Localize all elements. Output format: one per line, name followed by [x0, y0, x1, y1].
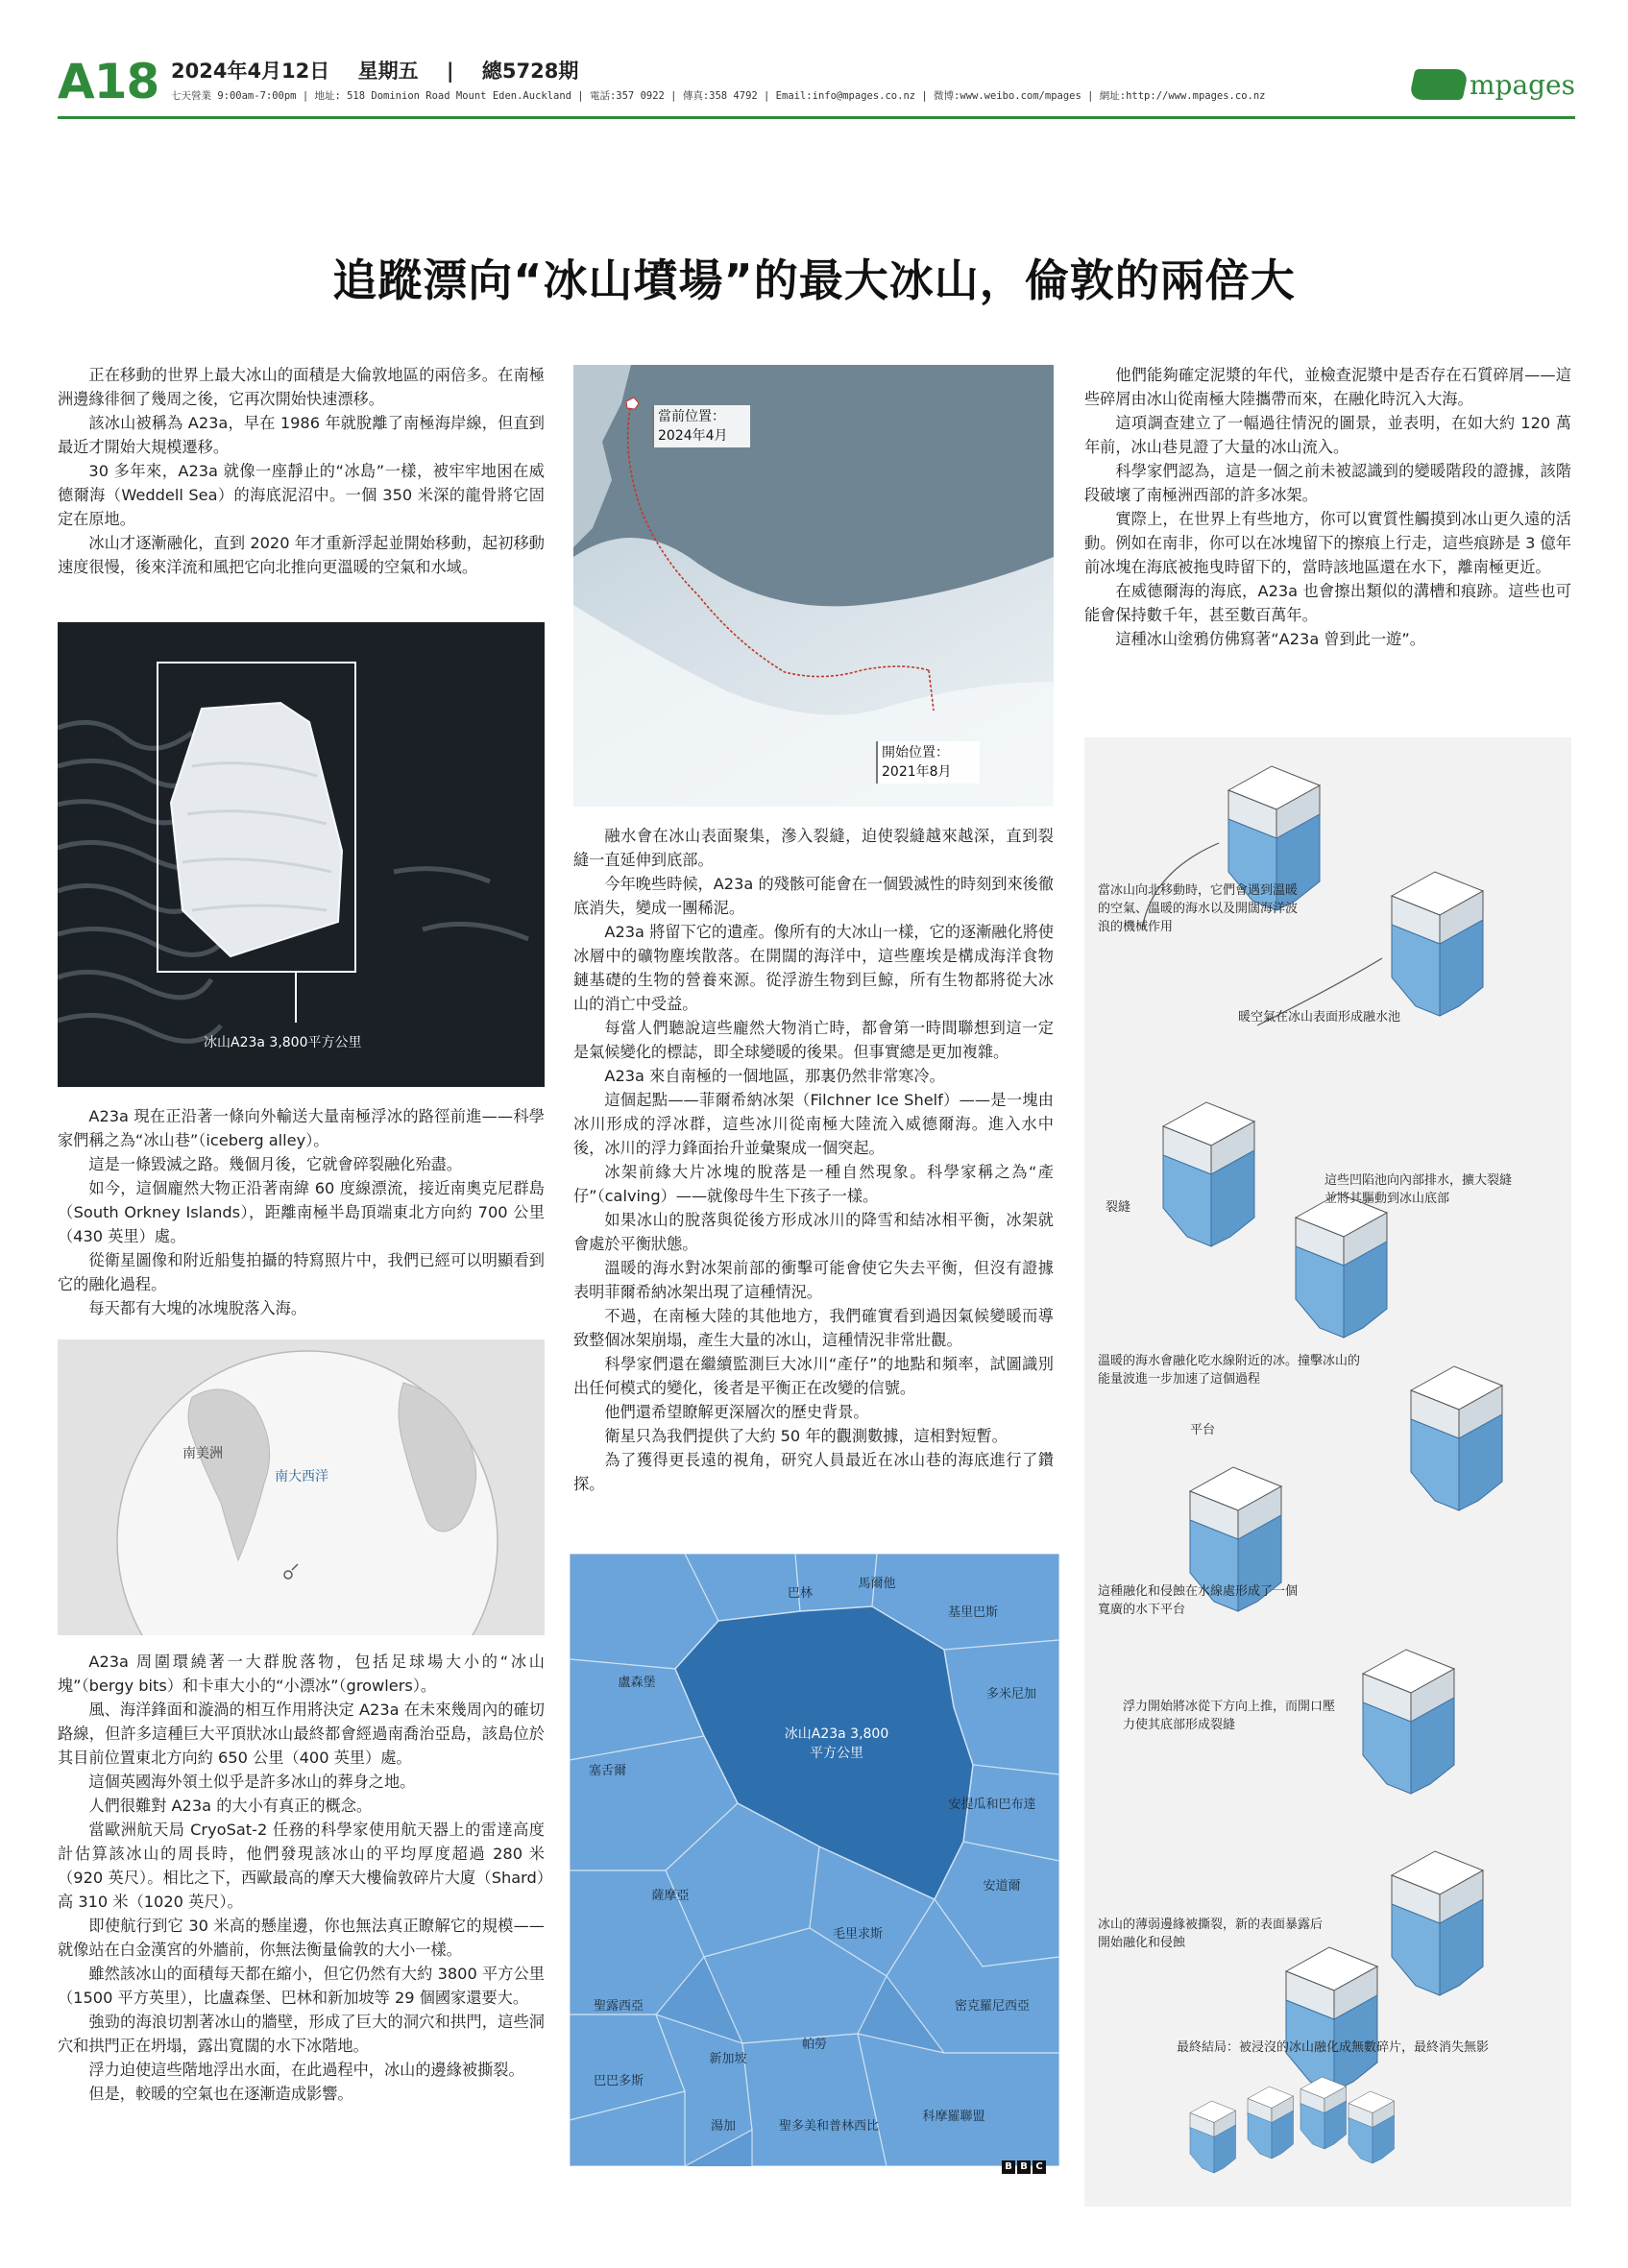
paragraph: 這是一條毀滅之路。幾個月後，它就會碎裂融化殆盡。: [88, 1155, 462, 1173]
diagram-graphic: [1084, 737, 1571, 2207]
paragraph: 這個英國海外領土似乎是許多冰山的葬身之地。: [88, 1773, 416, 1791]
masthead-rule: [58, 116, 1575, 119]
voronoi-country-label: 密克羅尼西亞: [954, 1999, 1031, 2014]
diagram-step-1: 當冰山向北移動時，它們會遇到溫暖的空氣、溫暖的海水以及開闊海洋波浪的機械作用: [1098, 883, 1299, 934]
article-headline: 追蹤漂向“冰山墳場”的最大冰山，倫敦的兩倍大: [332, 254, 1296, 306]
paragraph: 如今，這個龐然大物正沿著南緯 60 度線漂流，接近南奧克尼群島（South Orkney Islands），距離南極半島頂端東北方向約 700 公里（430 英里）處。: [58, 1179, 545, 1245]
issue-date: 2024年4月12日: [171, 60, 330, 83]
voronoi-country-label: 巴林: [787, 1586, 814, 1601]
paragraph: 即使航行到它 30 米高的懸崖邊，你也無法真正瞭解它的規模——就像站在白金漢宮的外牆前，你無法衡量倫敦的大小一樣。: [58, 1917, 545, 1959]
page-number: A18: [58, 54, 159, 109]
label-current-position: 當前位置：2024年4月: [652, 405, 750, 447]
issue-number: 總5728期: [481, 60, 579, 83]
masthead-separator: |: [446, 60, 454, 83]
country-size-voronoi: [570, 1554, 1059, 2166]
paragraph: 科學家們還在繼續監測巨大冰川“產仔”的地點和頻率，試圖識別出任何模式的變化，後者是平衡正在改變的信號。: [573, 1355, 1054, 1397]
paragraph: A23a 來自南極的一個地區，那裏仍然非常寒冷。: [604, 1067, 945, 1085]
paragraph: 如果冰山的脫落與從後方形成冰川的降雪和結冰相平衡，冰架就會處於平衡狀態。: [573, 1211, 1054, 1253]
voronoi-country-label: 湯加: [710, 2119, 737, 2134]
paragraph: 風、海洋鋒面和漩渦的相互作用將決定 A23a 在未來幾周內的確切路線，但許多這種巨大平頂狀冰山最終都會經過南喬治亞島，該島位於其目前位置東北方向約 650 公里（400 英里）處。: [58, 1701, 545, 1767]
diagram-step-6: 浮力開始將冰從下方向上推，而開口壓力使其底部形成裂縫: [1123, 1700, 1336, 1732]
mpages-logo[interactable]: [1412, 67, 1575, 100]
label-south-america: 南美洲: [182, 1446, 223, 1461]
paragraph: 他們還希望瞭解更深層次的歷史背景。: [604, 1403, 869, 1421]
voronoi-country-label: 毛里求斯: [832, 1927, 884, 1942]
voronoi-graphic: [570, 1554, 1059, 2166]
satellite-caption: 冰山A23a 3,800平方公里: [204, 1035, 362, 1050]
paragraph: A23a 現在正沿著一條向外輸送大量南極浮冰的路徑前進——科學家們稱之為“冰山巷”（iceberg alley）。: [58, 1107, 545, 1149]
label-platform: 平台: [1190, 1423, 1216, 1437]
paragraph: 當歐洲航天局 CryoSat-2 任務的科學家使用航天器上的雷達高度計估算該冰山的周長時，他們發現該冰山的平均厚度超過 280 米（920 英尺）。相比之下，西歐最高的摩天大樓倫敦碎片大廈（Shard）高 310 米（1020 英尺）。: [58, 1821, 545, 1911]
globe-graphic: [58, 1339, 545, 1635]
paragraph: 浮力迫使這些階地浮出水面，在此過程中，冰山的邊緣被撕裂。: [88, 2061, 524, 2079]
diagram-step-2: 暖空氣在冰山表面形成融水池: [1238, 1010, 1401, 1025]
paragraph: 衛星只為我們提供了大約 50 年的觀測數據，這相對短暫。: [604, 1427, 1008, 1445]
paragraph: 為了獲得更長遠的視角，研究人員最近在冰山巷的海底進行了鑽探。: [573, 1451, 1054, 1493]
drift-path-map: [573, 365, 1054, 807]
diagram-step-7: 冰山的薄弱邊緣被撕裂，新的表面暴露后開始融化和侵蝕: [1098, 1918, 1324, 1950]
voronoi-country-label: 盧森堡: [618, 1676, 656, 1690]
label-start-position: 開始位置：2021年8月: [876, 741, 980, 784]
voronoi-country-label: 基里巴斯: [947, 1605, 999, 1620]
paragraph: 該冰山被稱為 A23a，早在 1986 年就脫離了南極海岸線，但直到最近才開始大規模遷移。: [58, 414, 545, 456]
paragraph: 這項調查建立了一幅過往情況的圖景，並表明，在如大約 120 萬年前，冰山巷見證了大量的冰山流入。: [1084, 414, 1571, 456]
paragraph: 融水會在冰山表面聚集，滲入裂縫，迫使裂縫越來越深，直到裂縫一直延伸到底部。: [573, 827, 1054, 869]
satellite-image: [58, 622, 545, 1087]
paragraph: 他們能夠確定泥漿的年代，並檢查泥漿中是否存在石質碎屑——這些碎屑由冰山從南極大陸攜帶而來，在融化時沉入大海。: [1084, 366, 1571, 408]
diagram-step-4: 溫暖的海水會融化吃水線附近的冰。撞擊冰山的能量波進一步加速了這個過程: [1098, 1354, 1361, 1387]
paragraph: 強勁的海浪切割著冰山的牆壁，形成了巨大的洞穴和拱門，這些洞穴和拱門正在坍塌，露出寬闊的水下冰階地。: [58, 2013, 545, 2055]
label-south-atlantic: 南大西洋: [275, 1469, 328, 1484]
paragraph: 從衛星圖像和附近船隻拍攝的特寫照片中，我們已經可以明顯看到它的融化過程。: [58, 1251, 545, 1293]
voronoi-center-label-2: 平方公里: [810, 1746, 863, 1761]
bbc-letter: B: [1017, 2160, 1031, 2174]
column-2: [573, 824, 1054, 1496]
issue-weekday: 星期五: [357, 60, 419, 83]
paragraph: 不過，在南極大陸的其他地方，我們確實看到過因氣候變暖而導致整個冰架崩塌，產生大量的冰山，這種情況非常壯觀。: [573, 1307, 1054, 1349]
bbc-letter: B: [1002, 2160, 1015, 2174]
voronoi-country-label: 安提瓜和巴布達: [948, 1798, 1036, 1812]
voronoi-country-label: 塞舌爾: [589, 1764, 627, 1778]
diagram-final: 最終結局：被浸沒的冰山融化成無數碎片，最終消失無影: [1177, 2040, 1490, 2055]
voronoi-country-label: 新加坡: [709, 2052, 747, 2066]
voronoi-country-label: 巴巴多斯: [594, 2074, 644, 2088]
logo-text: mpages: [1469, 69, 1575, 101]
voronoi-center-label-1: 冰山A23a 3,800: [784, 1726, 889, 1742]
voronoi-country-label: 聖露西亞: [594, 1999, 644, 2014]
drift-map-graphic: [573, 365, 1054, 807]
paragraph: 每當人們聽說這些龐然大物消亡時，都會第一時間聯想到這一定是氣候變化的標誌，即全球變暖的後果。但事實總是更加複雜。: [573, 1019, 1054, 1061]
voronoi-country-label: 多米尼加: [985, 1687, 1037, 1701]
iceberg-leader-line: [295, 973, 297, 1023]
masthead-contact-info: 七天營業 9:00am-7:00pm | 地址: 518 Dominion Road Mount Eden.Auckland | 電話:357 0922 | 傳真:358 4792 | Email:info@mpages.co.nz | 微博:www.weibo.com/mpages | 網址:http://www.mpages.co.nz: [171, 90, 1266, 102]
masthead-date-line: [171, 56, 599, 84]
voronoi-country-label: 科摩羅聯盟: [922, 2110, 985, 2124]
paragraph: 30 多年來，A23a 就像一座靜止的“冰島”一樣，被牢牢地困在威德爾海（Weddell Sea）的海底泥沼中。一個 350 米深的龍骨將它固定在原地。: [58, 462, 545, 528]
paragraph: 每天都有大塊的冰塊脫落入海。: [88, 1299, 307, 1317]
paragraph: 在威德爾海的海底，A23a 也會擦出類似的溝槽和痕跡。這些也可能會保持數千年，甚至數百萬年。: [1084, 582, 1571, 624]
label-crack: 裂縫: [1106, 1200, 1131, 1215]
iceberg-highlight-box: [157, 662, 356, 973]
paragraph: 正在移動的世界上最大冰山的面積是大倫敦地區的兩倍多。在南極洲邊緣徘徊了幾周之後，它再次開始快速漂移。: [58, 366, 545, 408]
masthead: [58, 56, 1575, 108]
paragraph: 實際上，在世界上有些地方，你可以實質性觸摸到冰山更久遠的活動。例如在南非，你可以在冰塊留下的擦痕上行走，這些痕跡是 3 億年前冰塊在海底被拖曳時留下的，當時該地區還在水下，離南極更近。: [1084, 510, 1571, 576]
voronoi-country-label: 安道爾: [983, 1879, 1021, 1894]
paragraph: 冰山才逐漸融化，直到 2020 年才重新浮起並開始移動，起初移動速度很慢，後來洋流和風把它向北推向更溫暖的空氣和水域。: [58, 534, 545, 576]
paragraph: A23a 將留下它的遺產。像所有的大冰山一樣，它的逐漸融化將使冰層中的礦物塵埃散落。在開闊的海洋中，這些塵埃是構成海洋食物鏈基礎的生物的營養來源。從浮游生物到巨鯨，所有生物都將從大冰山的消亡中受益。: [573, 923, 1055, 1013]
paragraph: 人們很難對 A23a 的大小有真正的概念。: [88, 1797, 373, 1815]
paragraph: 這種冰山塗鴉仿佛寫著“A23a 曾到此一遊”。: [1115, 630, 1425, 648]
paragraph: 溫暖的海水對冰架前部的衝擊可能會使它失去平衡，但沒有證據表明菲爾希納冰架出現了這種情況。: [573, 1259, 1054, 1301]
paragraph: 今年晚些時候，A23a 的殘骸可能會在一個毀滅性的時刻到來後徹底消失，變成一團稀泥。: [573, 875, 1055, 917]
iceberg-melting-diagram: [1084, 737, 1571, 2207]
paragraph: 科學家們認為，這是一個之前未被認識到的變暖階段的證據，該階段破壞了南極洲西部的許多冰架。: [1084, 462, 1571, 504]
globe-map: [58, 1339, 545, 1635]
paragraph: 這個起點——菲爾希納冰架（Filchner Ice Shelf）——是一塊由冰川形成的浮冰群，這些冰川從南極大陸流入威德爾海。進入水中後，冰川的浮力鋒面抬升並彙聚成一個突起。: [573, 1091, 1054, 1157]
bbc-letter: C: [1033, 2160, 1046, 2174]
paragraph: 雖然該冰山的面積每天都在縮小，但它仍然有大約 3800 平方公里（1500 平方英里），比盧森堡、巴林和新加坡等 29 個國家還要大。: [58, 1965, 545, 2007]
paragraph: A23a 周圍環繞著一大群脫落物，包括足球場大小的“冰山塊”（bergy bits）和卡車大小的“小漂冰”（growlers）。: [58, 1653, 545, 1695]
column-1-middle: [58, 1104, 545, 1320]
bbc-logo: [1002, 2160, 1046, 2174]
voronoi-country-label: 帕勞: [801, 2038, 828, 2052]
voronoi-country-label: 薩摩亞: [651, 1889, 690, 1903]
paragraph: 但是，較暖的空氣也在逐漸造成影響。: [88, 2085, 353, 2103]
logo-mark-icon: [1409, 69, 1470, 100]
voronoi-country-label: 馬爾他: [858, 1577, 896, 1591]
diagram-step-5: 這種融化和侵蝕在水線處形成了一個寬廣的水下平台: [1098, 1584, 1299, 1617]
diagram-step-3: 這些凹陷池向內部排水，擴大裂縫並將其驅動到冰山底部: [1324, 1173, 1513, 1206]
voronoi-country-label: 聖多美和普林西比: [778, 2119, 880, 2134]
column-1-bottom: [58, 1650, 545, 2106]
column-3: [1084, 363, 1571, 651]
column-1-top: [58, 363, 545, 579]
paragraph: 冰架前緣大片冰塊的脫落是一種自然現象。科學家稱之為“產仔”（calving）——就像母牛生下孩子一樣。: [573, 1163, 1054, 1205]
